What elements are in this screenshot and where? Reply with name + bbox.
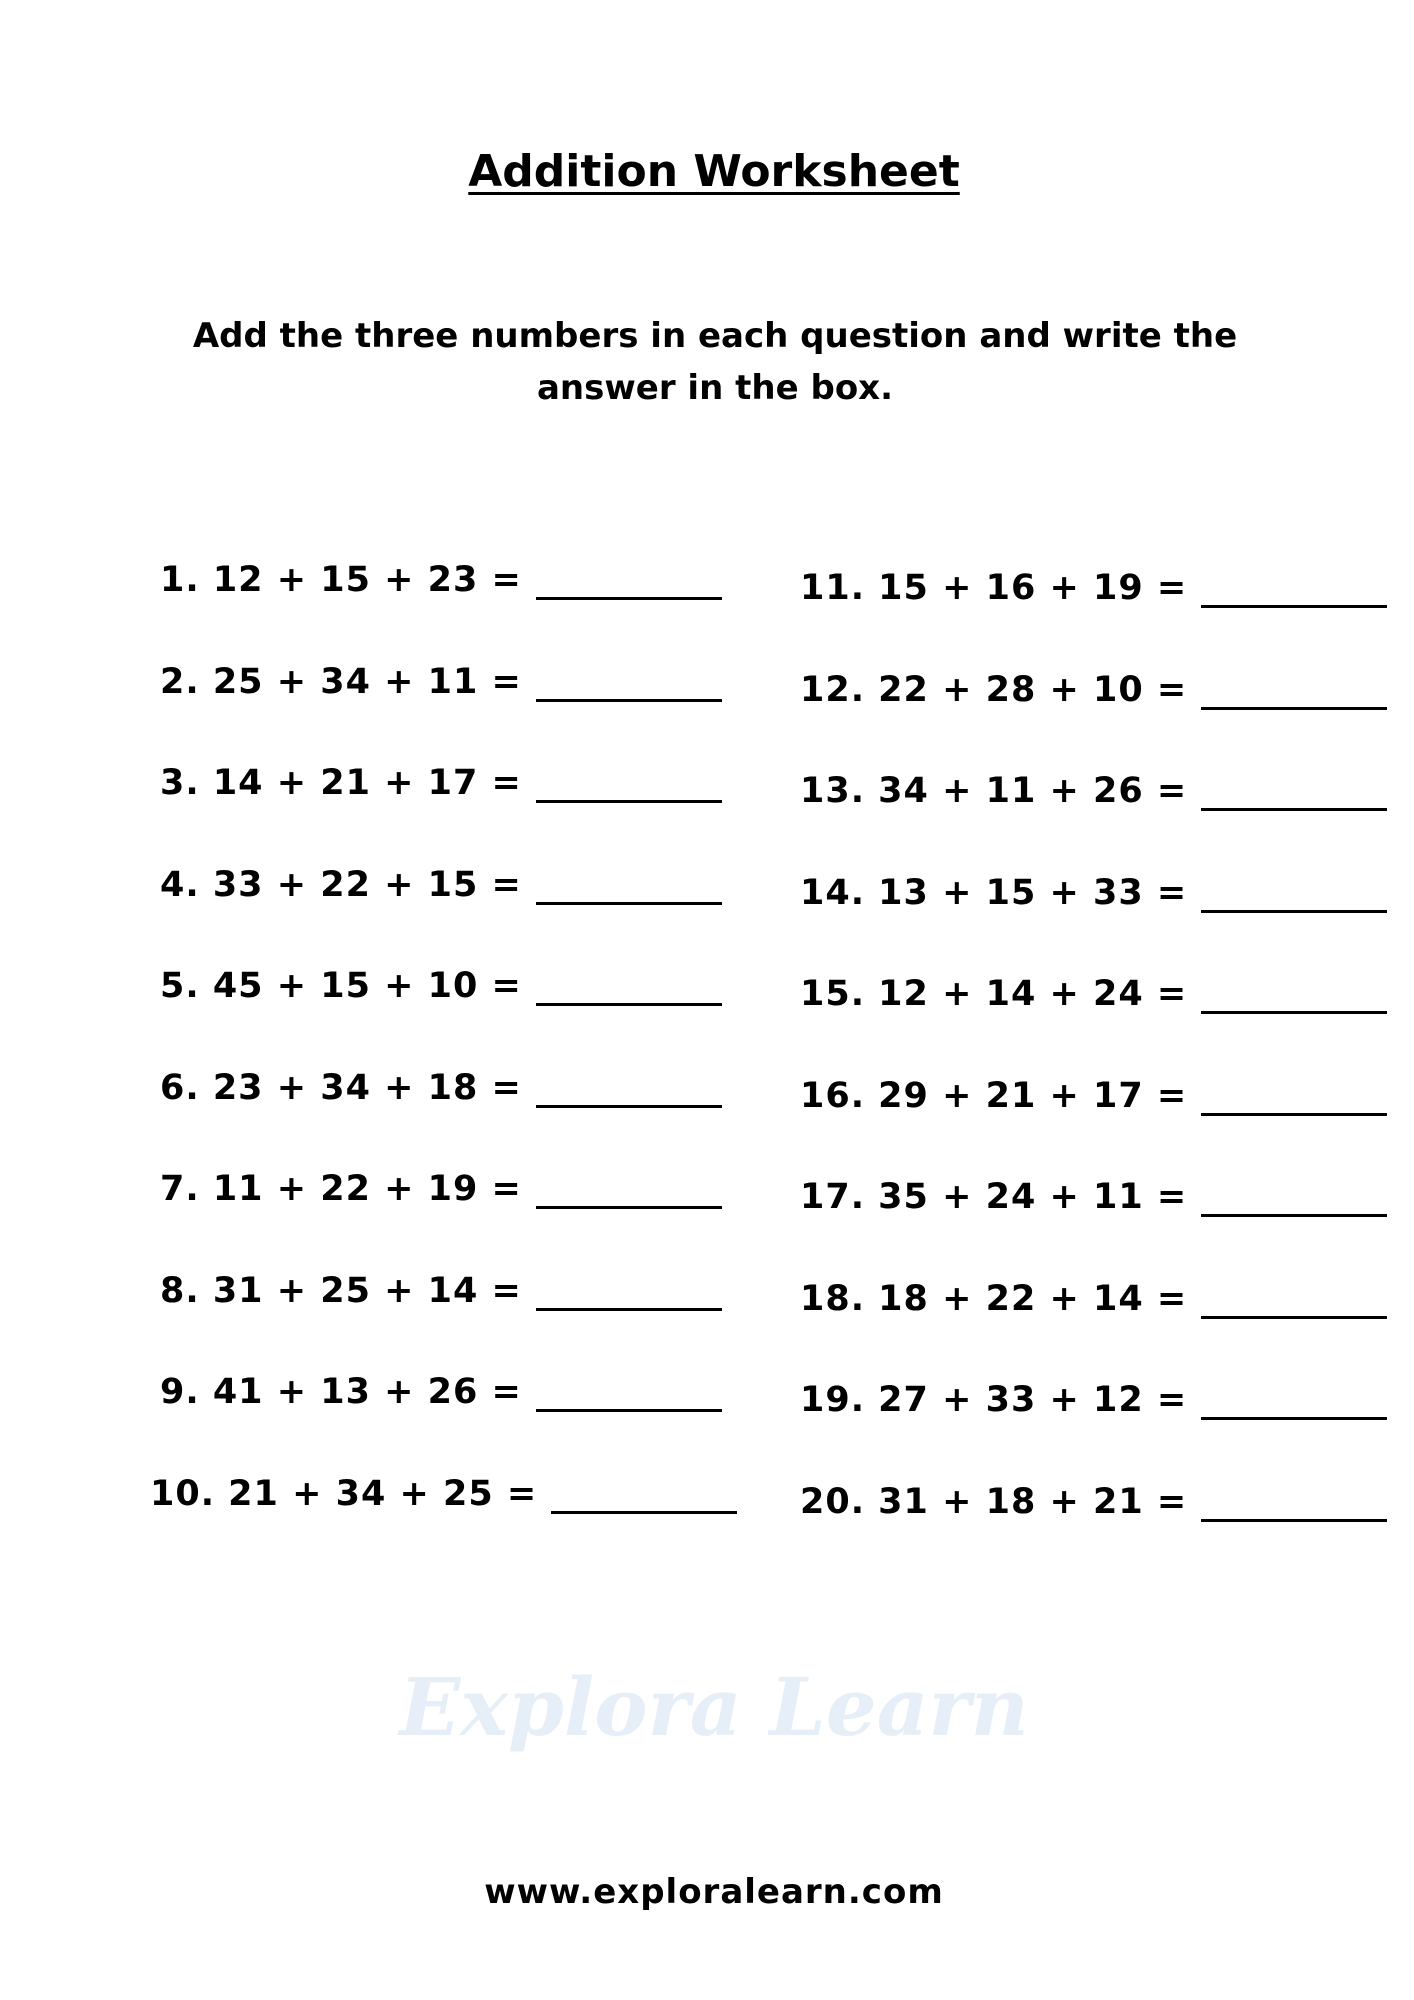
answer-blank[interactable] (536, 1176, 722, 1209)
answer-blank[interactable] (536, 770, 722, 803)
answer-blank[interactable] (1201, 1387, 1387, 1420)
question-item (160, 1169, 722, 1209)
question-text: 6. 23 + 34 + 18 = (160, 1067, 522, 1108)
question-item (800, 873, 1387, 913)
question-item (800, 1279, 1387, 1319)
title-text: Addition Worksheet (468, 146, 960, 197)
question-text: 14. 13 + 15 + 33 = (800, 872, 1188, 913)
question-text: 19. 27 + 33 + 12 = (800, 1380, 1188, 1420)
question-text: 9. 41 + 13 + 26 = (160, 1372, 522, 1412)
answer-blank[interactable] (1201, 880, 1387, 913)
question-item (160, 1372, 722, 1412)
answer-blank[interactable] (536, 973, 722, 1006)
question-text: 7. 11 + 22 + 19 = (160, 1169, 522, 1209)
question-item (800, 1380, 1387, 1420)
answer-blank[interactable] (1201, 1184, 1387, 1217)
question-item (800, 974, 1387, 1014)
instruction-line: Add the three numbers in each question and write the (192, 316, 1238, 356)
question-text: 10. 21 + 34 + 25 = (150, 1473, 538, 1514)
answer-blank[interactable] (1201, 1286, 1387, 1319)
answer-blank[interactable] (551, 1481, 737, 1514)
worksheet-title (0, 146, 1414, 197)
answer-blank[interactable] (536, 669, 722, 702)
question-text: 11. 15 + 16 + 19 = (800, 568, 1188, 608)
question-item (800, 1482, 1387, 1522)
question-item (160, 1068, 722, 1108)
question-item (160, 1271, 722, 1311)
question-item (800, 1177, 1387, 1217)
answer-blank[interactable] (1201, 575, 1387, 608)
question-item (160, 966, 722, 1006)
answer-blank[interactable] (536, 1379, 722, 1412)
question-text: 13. 34 + 11 + 26 = (800, 771, 1188, 811)
question-text: 17. 35 + 24 + 11 = (800, 1177, 1188, 1217)
watermark: Explora Learn (399, 1660, 1029, 1754)
question-item (800, 771, 1387, 811)
question-text: 2. 25 + 34 + 11 = (160, 661, 522, 702)
question-item (160, 560, 722, 600)
answer-blank[interactable] (1201, 778, 1387, 811)
question-text: 8. 31 + 25 + 14 = (160, 1270, 522, 1311)
question-text: 4. 33 + 22 + 15 = (160, 864, 522, 905)
question-text: 18. 18 + 22 + 14 = (800, 1278, 1188, 1319)
question-text: 5. 45 + 15 + 10 = (160, 966, 522, 1006)
answer-blank[interactable] (1201, 1083, 1387, 1116)
instructions (180, 310, 1250, 414)
question-text: 12. 22 + 28 + 10 = (800, 669, 1188, 710)
answer-blank[interactable] (536, 1075, 722, 1108)
answer-blank[interactable] (1201, 981, 1387, 1014)
question-item (150, 1474, 737, 1514)
question-text: 3. 14 + 21 + 17 = (160, 763, 522, 803)
question-item (160, 662, 722, 702)
question-text: 15. 12 + 14 + 24 = (800, 974, 1188, 1014)
question-text: 1. 12 + 15 + 23 = (160, 560, 522, 600)
question-text: 16. 29 + 21 + 17 = (800, 1075, 1188, 1116)
question-item (800, 1076, 1387, 1116)
answer-blank[interactable] (536, 872, 722, 905)
answer-blank[interactable] (536, 567, 722, 600)
footer-url: www.exploralearn.com (484, 1872, 944, 1912)
answer-blank[interactable] (536, 1278, 722, 1311)
question-item (800, 568, 1387, 608)
question-item (800, 670, 1387, 710)
question-item (160, 763, 722, 803)
question-text: 20. 31 + 18 + 21 = (800, 1481, 1188, 1522)
answer-blank[interactable] (1201, 677, 1387, 710)
instruction-line: answer in the box. (536, 368, 894, 408)
question-item (160, 865, 722, 905)
answer-blank[interactable] (1201, 1489, 1387, 1522)
